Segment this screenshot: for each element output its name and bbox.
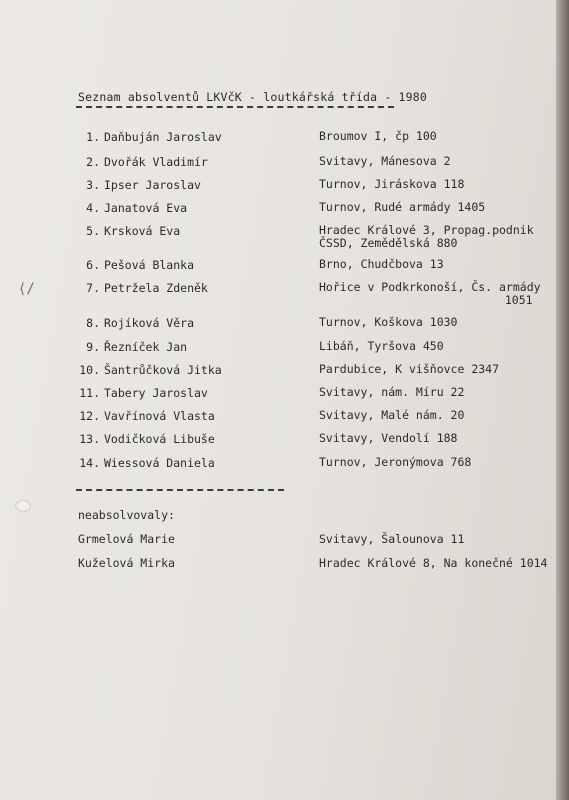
item-number: 11. [79,386,100,400]
item-name: Daňbuján Jaroslav [104,130,222,144]
item-number: 8. [86,316,100,330]
item-address [319,432,457,445]
nongraduate-name: Grmelová Marie [78,532,175,546]
item-address-line: Turnov, Koškova 1030 [319,315,458,329]
item-address [319,386,464,399]
item-address-line: Turnov, Jiráskova 118 [319,177,465,191]
nongraduates-heading: neabsolvovaly: [78,508,175,522]
item-address [319,281,541,307]
item-address [319,224,534,250]
item-name: Ipser Jaroslav [104,178,201,192]
item-number: 6. [86,258,100,272]
item-address [319,340,444,353]
document-title: Seznam absolventů LKVčK - loutkářská třída - 1980 [78,90,428,104]
item-address [319,201,485,214]
item-name: Dvořák Vladimír [104,155,208,169]
pencil-mark-icon: ⟨/ [18,281,35,297]
item-number: 14. [79,456,100,470]
item-address-line: Hořice v Podkrkonoší, Čs. armády [319,280,541,294]
title-divider [76,106,394,108]
nongraduate-name: Kuželová Mirka [78,556,175,570]
item-address [319,155,451,168]
item-address [319,178,464,191]
section-divider [76,489,284,491]
item-number: 3. [86,178,100,192]
nongraduate-address: Svitavy, Šalounova 11 [319,532,465,546]
item-address-line: Brno, Chudčbova 13 [319,257,444,271]
item-name: Šantrůčková Jitka [104,363,222,377]
item-address-line: Svitavy, Vendolí 188 [319,431,458,445]
item-address-line: Libáň, Tyršova 450 [319,339,444,353]
item-name: Řezníček Jan [104,340,188,354]
item-name: Petržela Zdeněk [104,281,208,295]
punch-hole-icon [15,500,31,512]
item-address-line: Broumov I, čp 100 [319,129,437,143]
item-number: 5. [86,224,100,238]
item-number: 4. [86,201,100,215]
item-address-line: Svitavy, Malé nám. 20 [319,408,465,422]
page-edge [556,0,569,800]
item-address-line: Svitavy, Mánesova 2 [319,154,451,168]
item-address-line: Hradec Králové 3, Propag.podnik [319,223,534,237]
item-address [319,316,457,329]
item-number: 13. [79,432,100,446]
item-address [319,456,471,469]
item-address-line: Svitavy, nám. Míru 22 [319,385,465,399]
item-address-line: 1051 [504,293,533,307]
item-name: Pešová Blanka [104,258,195,272]
item-address-line: Turnov, Jeronýmova 768 [319,455,472,469]
item-name: Janatová Eva [104,201,188,215]
item-name: Vavřínová Vlasta [104,409,215,423]
item-number: 12. [79,409,100,423]
item-name: Wiessová Daniela [104,456,215,470]
item-address [319,363,499,376]
item-address [319,130,437,143]
item-address [319,409,464,422]
item-number: 10. [79,363,100,377]
item-number: 9. [86,340,100,354]
item-number: 7. [86,281,100,295]
nongraduate-address: Hradec Králové 8, Na konečné 1014 [319,556,548,570]
item-address-line: Pardubice, K višňovce 2347 [319,362,500,376]
item-number: 1. [86,130,100,144]
item-address-line: Turnov, Rudé armády 1405 [319,200,486,214]
item-name: Rojíková Věra [104,316,195,330]
item-number: 2. [86,155,100,169]
item-address [319,258,444,271]
item-name: Krsková Eva [104,224,181,238]
item-address-line: ČSSD, Zemědělská 880 [319,236,458,250]
item-name: Tabery Jaroslav [104,386,208,400]
item-name: Vodičková Libuše [104,432,215,446]
